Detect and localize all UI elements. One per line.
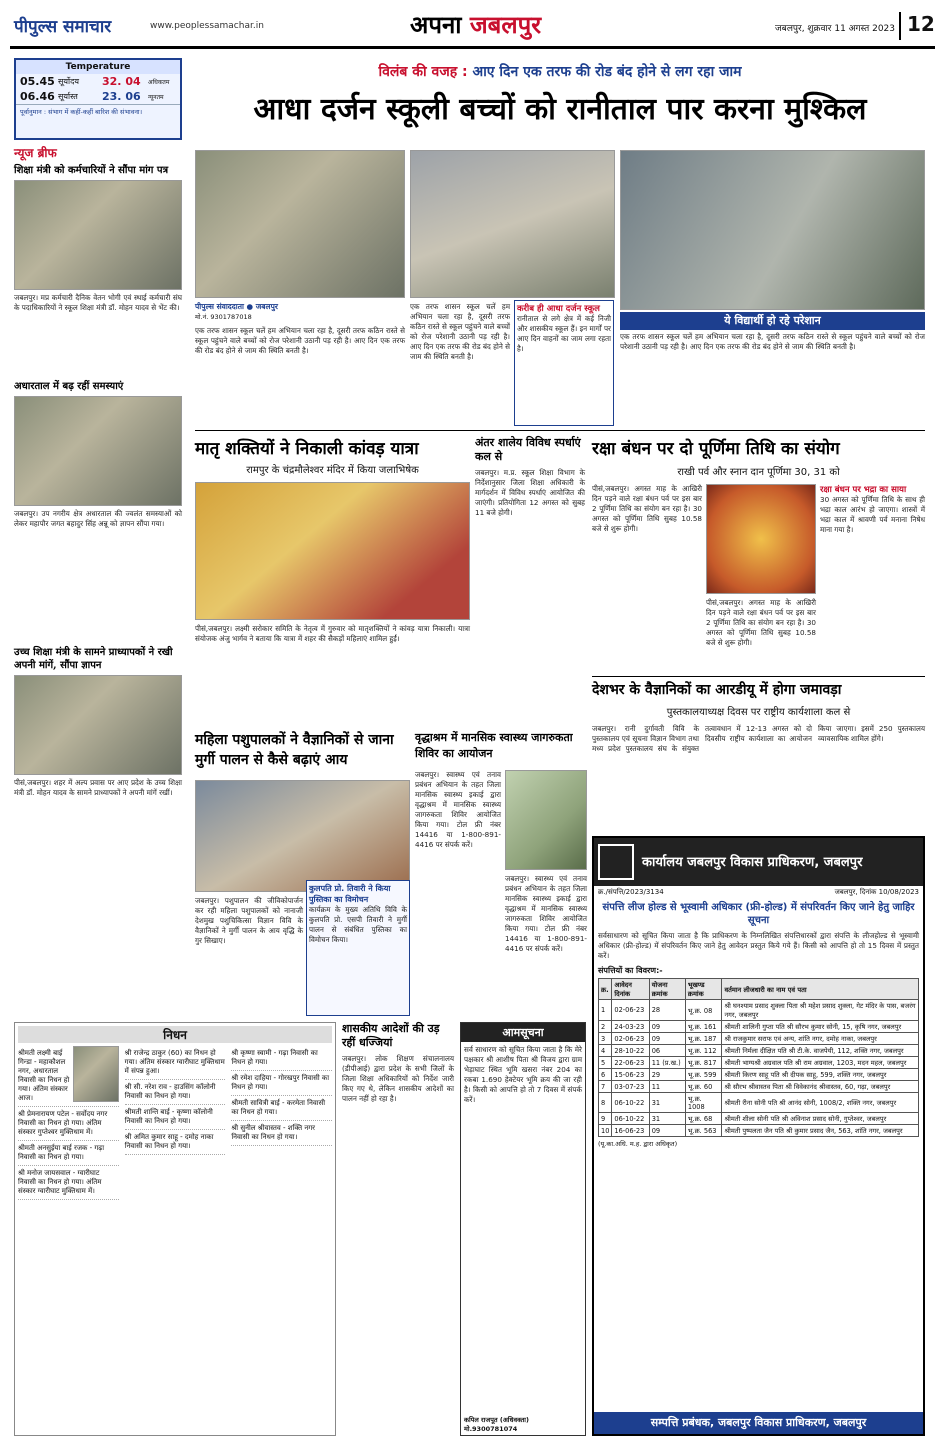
public-notice — [460, 1022, 586, 1436]
scientists-subhead: पुस्तकालयाध्यक्ष दिवस पर राष्ट्रीय कार्यशाला कल से — [666, 707, 851, 718]
jda-table-cell: 02-06-23 — [612, 1000, 649, 1021]
obituary-item: श्रीमती लक्ष्मी बाई गिन्डा - महाकौशल नगर, अधारताल निवासी का निधन हो गया। अंतिम संस्कार आज। — [18, 1046, 119, 1107]
obituary-item: श्री राजेन्द्र ठाकुर (60) का निधन हो गया। अंतिम संस्कार ग्वारीघाट मुक्तिधाम में संपन्न हुआ। — [125, 1046, 226, 1080]
obituary-col-1 — [18, 1046, 119, 1200]
jda-table-row — [599, 1033, 919, 1045]
weather-title: Temperature — [16, 60, 180, 74]
school-comp-body: जबलपुर। म.प्र. स्कूल शिक्षा विभाग के निर्देशानुसार जिला शिक्षा अधिकारी के मार्गदर्शन में विविध स्पर्धाएं आयोजित की जाएंगी। प्रतियोगिता 12 अगस्त को सुबह 11 बजे होगी। — [475, 468, 585, 517]
section-title — [410, 8, 610, 44]
jda-table-cell: भू.क्र. 1008 — [685, 1093, 722, 1113]
brief-item-title: शिक्षा मंत्री को कर्मचारियों ने सौंपा मांग पत्र — [14, 165, 169, 176]
col-header: भूखण्ड क्रमांक — [685, 979, 722, 1000]
poultry-headline: महिला पशुपालकों ने वैज्ञानिकों से जाना मुर्गी पालन से कैसे बढ़ाएं आय — [195, 732, 394, 768]
min-temp: 23. 06 — [102, 90, 141, 103]
date-line: जबलपुर, शुक्रवार 11 अगस्त 2023 — [775, 24, 895, 34]
brief-item-body: जबलपुर। मप्र कर्मचारी दैनिक वेतन भोगी एवं स्थाई कर्मचारी संघ के पदाधिकारियों ने स्कूल शिक्षा मंत्री डॉ. मोहन यादव से भेंट की। — [14, 293, 182, 312]
obituary-col-2 — [125, 1046, 226, 1200]
obituary-item: श्री सुनील श्रीवास्तव - शक्ति नगर निवासी का निधन हो गया। — [231, 1121, 332, 1146]
rakhi-subhead: राखी पर्व और स्नान दान पूर्णिमा 30, 31 को — [677, 467, 840, 478]
jda-table-row — [599, 1021, 919, 1033]
section-title-b: जबलपुर — [469, 10, 542, 39]
jda-table-cell: 06-10-22 — [612, 1113, 649, 1125]
masthead — [0, 0, 945, 52]
poultry-photo — [195, 780, 410, 892]
jda-table-cell: 03-07-23 — [612, 1081, 649, 1093]
jda-table-cell: श्री सौरभ श्रीवास्तव पिता श्री विवेकानंद श्रीवास्तव, 60, गढ़ा, जबलपुर — [722, 1081, 919, 1093]
jda-table — [598, 978, 919, 1137]
scientists-body: जबलपुर। रानी दुर्गावती विवि के पुस्तकालय एवं सूचना विज्ञान विभाग तथा मध्य प्रदेश पुस्तकालय संघ के संयुक्त तत्वावधान में 12-13 अगस्त को दो दिवसीय राष्ट्रीय कार्यशाला का आयोजन किया जाएगा। इसमें 250 पुस्तकालय व्यावसायिक शामिल होंगे। — [592, 724, 925, 753]
page-number: 12 — [899, 12, 931, 40]
kanwar-photo — [195, 482, 470, 620]
jda-table-header — [599, 979, 919, 1000]
brief-item-1 — [14, 164, 182, 374]
jda-table-cell: 09 — [649, 1021, 685, 1033]
lead-sidebar — [514, 300, 614, 426]
jda-table-cell: श्रीमती रीना सोनी पति श्री आनंद सोनी, 1008/2, शक्ति नगर, जबलपुर — [722, 1093, 919, 1113]
jda-table-cell: 7 — [599, 1081, 612, 1093]
jda-table-cell: भू.क्र. 599 — [685, 1069, 722, 1081]
jda-table-cell: भू.क्र. 161 — [685, 1021, 722, 1033]
oldage-body: जबलपुर। स्वास्थ्य एवं तनाव प्रबंधन अभियान के तहत जिला मानसिक स्वास्थ्य इकाई द्वारा वृद्धाश्रम में मानसिक स्वास्थ्य जागरुकता शिविर आयोजित किया गया। टोल फ्री नंबर 14416 या 1-800-891-4416 पर संपर्क करें। — [415, 770, 501, 849]
jda-table-cell: 11 — [649, 1081, 685, 1093]
max-temp: 32. 04 — [102, 75, 141, 88]
kanwar-body: पीसं,जबलपुर। लक्ष्मी सरोकार समिति के नेतृत्व में गुरुवार को मातृशक्तियों ने कांवड़ यात्रा निकाली। यात्रा संयोजक अंजु भार्गव ने बताया कि यात्रा में शहर की सैकड़ों महिलाएं शामिल हुईं। — [195, 624, 470, 643]
jda-table-cell: 29 — [649, 1069, 685, 1081]
jda-table-cell: 11 (प्र.ख.) — [649, 1057, 685, 1069]
govt-order — [342, 1022, 454, 1436]
jda-table-cell: 06-10-22 — [612, 1093, 649, 1113]
obituary-columns — [18, 1046, 332, 1200]
jda-notice-title: संपत्ति लीज होल्ड से भूस्वामी अधिकार (फ्री-होल्ड) में संपरिवर्तन किए जाने हेतु जाहिर सूचना — [602, 902, 915, 926]
obituary-item: श्री कृष्णा स्वामी - गढ़ा निवासी का निधन हो गया। — [231, 1046, 332, 1071]
jda-table-title: संपत्तियों का विवरण:- — [598, 966, 663, 975]
jda-date: जबलपुर, दिनांक 10/08/2023 — [834, 888, 919, 896]
jda-table-cell: 31 — [649, 1113, 685, 1125]
weather-box — [14, 58, 182, 140]
jda-table-row — [599, 1093, 919, 1113]
brief-item-body: पीसं,जबलपुर। शहर में अल्प प्रवास पर आए प्रदेश के उच्च शिक्षा मंत्री डॉ. मोहन यादव के सामने प्राध्यापकों ने अपनी मांगें रखीं। — [14, 778, 182, 797]
lead-kicker — [195, 62, 925, 84]
rakhi-box — [820, 484, 925, 674]
brief-photo-3 — [14, 675, 182, 775]
obituary-item: श्री मनोज जायसवाल - ग्वारीघाट निवासी का निधन हो गया। अंतिम संस्कार ग्वारीघाट मुक्तिधाम में। — [18, 1166, 119, 1200]
jda-logo-icon — [598, 844, 634, 880]
col-header: क्र. — [599, 979, 612, 1000]
jda-table-row — [599, 1045, 919, 1057]
rakhi-body-cont: पीसं,जबलपुर। अगस्त माह के आखिरी दिन पड़ने वाले रक्षा बंधन पर्व पर इस बार 2 पूर्णिमा तिथि का संयोग बन रहा है। 30 अगस्त को पूर्णिमा तिथि सुबह 10.58 बजे से शुरू होगी। — [706, 598, 816, 647]
jda-notice-body: सर्वसाधारण को सूचित किया जाता है कि प्राधिकरण के निम्नलिखित संपत्तिधारकों द्वारा संपत्ति के लीजहोल्ड से भूस्वामी अधिकार (फ्री-होल्ड) में संपरिवर्तन किए जाने हेतु आवेदन प्रस्तुत किये गये हैं। किसी को आपत्ति हो तो 15 दिवस में प्रस्तुत करें। — [598, 931, 919, 960]
jda-table-cell: श्रीमती निर्मला दीक्षित पति श्री टी.के. वाजपेयी, 112, शक्ति नगर, जबलपुर — [722, 1045, 919, 1057]
rakhi-body: पीसं,जबलपुर। अगस्त माह के आखिरी दिन पड़ने वाले रक्षा बंधन पर्व पर इस बार 2 पूर्णिमा तिथि का संयोग बन रहा है। 30 अगस्त को पूर्णिमा तिथि सुबह 10.58 बजे से शुरू होगी। — [592, 484, 702, 533]
kanwar-headline: मातृ शक्तियों ने निकाली कांवड़ यात्रा — [195, 439, 419, 459]
lead-photo-2 — [410, 150, 615, 298]
weather-row — [16, 74, 180, 89]
jda-table-cell: 15-06-23 — [612, 1069, 649, 1081]
jda-table-cell: भू.क्र. 60 — [685, 1081, 722, 1093]
jda-table-cell: भू.क्र. 68 — [685, 1113, 722, 1125]
min-label: न्यूनतम — [148, 93, 164, 101]
kanwar-subhead: रामपुर के चंद्रमौलेश्वर मंदिर में किया जलाभिषेक — [246, 465, 419, 476]
govt-order-body: जबलपुर। लोक शिक्षण संचालनालय (डीपीआई) द्वारा प्रदेश के सभी जिलों के जिला शिक्षा अधिकारियों को निर्देश जारी किए गए थे, लेकिन शासकीय आदेशों का पालन नहीं हो रहा है। — [342, 1054, 454, 1103]
poultry-box-body: कार्यक्रम के मुख्य अतिथि विवि के कुलपति प्रो. एसपी तिवारी ने मुर्गी पालन से संबंधित पुस्तिका का विमोचन किया। — [309, 905, 407, 944]
lead-photo-1 — [195, 150, 405, 298]
lead-body-cont: एक तरफ शासन स्कूल चलें हम अभियान चला रहा है, दूसरी तरफ कठिन रास्ते से स्कूल पहुंचने वाले बच्चों को रोज परेशानी उठानी पड़ रही है। आए दिन एक तरफ की रोड बंद होने से जाम की स्थिति बनती है। — [410, 302, 510, 361]
scientists-headline: देशभर के वैज्ञानिकों का आरडीयू में होगा जमावड़ा — [592, 682, 842, 698]
oldage-photo — [505, 770, 587, 870]
jda-table-cell: 31 — [649, 1093, 685, 1113]
col-header: योजना क्रमांक — [649, 979, 685, 1000]
lead-sidebar-body: रानीताल से लगे क्षेत्र में कई निजी और शासकीय स्कूल हैं। इन मार्गों पर आए दिन वाहनों का जाम लगा रहता है। — [517, 314, 611, 353]
jda-table-row — [599, 1069, 919, 1081]
lead-byline — [195, 302, 405, 324]
jda-table-cell: श्री राजकुमार सराफ एवं अन्य, शांति नगर, दमोह नाका, जबलपुर — [722, 1033, 919, 1045]
jda-table-cell: 8 — [599, 1093, 612, 1113]
obituary-col-3 — [231, 1046, 332, 1200]
jda-table-row — [599, 1113, 919, 1125]
sunrise-label: सूर्योदय — [58, 77, 80, 86]
obituary-portrait — [73, 1046, 119, 1102]
lead-photo-text: एक तरफ शासन स्कूल चलें हम अभियान चला रहा है, दूसरी तरफ कठिन रास्ते से स्कूल पहुंचने वाले बच्चों को रोज परेशानी उठानी पड़ रही है। आए दिन एक तरफ की रोड बंद होने से जाम की स्थिति बनती है। — [620, 332, 925, 351]
rakhi-photo — [706, 484, 816, 594]
obituary-item: श्रीमती शान्ति बाई - कृष्णा कॉलोनी निवासी का निधन हो गया। — [125, 1105, 226, 1130]
jda-signature: (यू.का.अधि. म.ह. द्वारा अधिकृत) — [598, 1140, 678, 1148]
jda-table-cell: 22-06-23 — [612, 1057, 649, 1069]
jda-table-wrap — [594, 978, 923, 1137]
jda-table-cell: 28 — [649, 1000, 685, 1021]
brief-item-title: उच्च शिक्षा मंत्री के सामने प्राध्यापकों ने रखी अपनी मांगें, सौंपा ज्ञापन — [14, 647, 173, 671]
lead-byline-text: पीपुल्स संवाददाता ● जबलपुर — [195, 302, 278, 311]
obituary-item: श्री अमित कुमार साहू - दमोह नाका निवासी का निधन हो गया। — [125, 1130, 226, 1155]
obituary-item: श्रीमती अनसुईया बाई रजक - गढ़ा निवासी का निधन हो गया। — [18, 1141, 119, 1166]
weather-forecast: पूर्वानुमान : संभाग में कहीं-कहीं बारिश की संभावना। — [16, 104, 180, 118]
jda-table-cell: भू.क्र. 187 — [685, 1033, 722, 1045]
divider — [592, 676, 925, 677]
jda-notice — [592, 836, 925, 1436]
obituary — [14, 1022, 336, 1436]
oldage-headline: वृद्धाश्रम में मानसिक स्वास्थ्य जागरुकता शिविर का आयोजन — [415, 731, 573, 760]
news-brief-label: न्यूज ब्रीफ — [14, 146, 57, 160]
jda-table-cell: 4 — [599, 1045, 612, 1057]
col-header: वर्तमान लीजधारी का नाम एवं पता — [722, 979, 919, 1000]
jda-table-cell: 9 — [599, 1113, 612, 1125]
obituary-item: श्रीमती सावित्री बाई - करमेता निवासी का निधन हो गया। — [231, 1096, 332, 1121]
jda-table-cell: श्रीमती शालिनी गुप्ता पति श्री सौरभ कुमार सोनी, 15, कृषि नगर, जबलपुर — [722, 1021, 919, 1033]
jda-table-cell: 24-03-23 — [612, 1021, 649, 1033]
jda-title: कार्यालय जबलपुर विकास प्राधिकरण, जबलपुर — [642, 854, 863, 870]
jda-header — [594, 838, 923, 886]
jda-table-cell: भू.क्र. 817 — [685, 1057, 722, 1069]
rakhi-headline: रक्षा बंधन पर दो पूर्णिमा तिथि का संयोग — [592, 439, 840, 459]
school-comp — [475, 436, 585, 726]
jda-table-cell: श्रीमती किरण साहू पति श्री दीपक साहू, 599, शक्ति नगर, जबलपुर — [722, 1069, 919, 1081]
obituary-item: श्री सी. नरेश राव - हाउसिंग कॉलोनी निवासी का निधन हो गया। — [125, 1080, 226, 1105]
jda-table-cell: 16-06-23 — [612, 1125, 649, 1137]
school-comp-headline: अंतर शालेय विविध स्पर्धाएं कल से — [475, 436, 581, 463]
rakhi-box-title: रक्षा बंधन पर भद्रा का साया — [820, 485, 907, 495]
jda-table-cell: श्रीमती भाग्यश्री अग्रवाल पति श्री राम अग्रवाल, 1203, मदन महल, जबलपुर — [722, 1057, 919, 1069]
jda-table-cell: 09 — [649, 1033, 685, 1045]
paper-logo: पीपुल्स समाचार — [14, 17, 112, 37]
jda-table-cell: 6 — [599, 1069, 612, 1081]
divider — [195, 430, 925, 431]
jda-table-cell: 09 — [649, 1125, 685, 1137]
jda-table-cell: 10 — [599, 1125, 612, 1137]
poultry-box-title: कुलपति प्रो. तिवारी ने किया पुस्तिका का विमोचन — [309, 884, 391, 904]
max-label: अधिकतम — [148, 78, 170, 86]
brief-photo-1 — [14, 180, 182, 290]
lead-photo-3 — [620, 150, 925, 310]
obituary-title: निधन — [18, 1026, 332, 1043]
jda-table-cell: 5 — [599, 1057, 612, 1069]
public-notice-title: आमसूचना — [461, 1023, 585, 1042]
jda-table-cell: 06 — [649, 1045, 685, 1057]
masthead-rule — [10, 46, 935, 49]
jda-table-cell: भू.क्र. 563 — [685, 1125, 722, 1137]
brief-item-3 — [14, 646, 182, 1016]
jda-table-row — [599, 1000, 919, 1021]
jda-table-row — [599, 1057, 919, 1069]
rakhi-box-body: 30 अगस्त को पूर्णिमा तिथि के साथ ही भद्रा काल आरंभ हो जाएगा। शास्त्रों में भद्रा काल में श्रावणी पर्व मनाना निषेध माना गया है। — [820, 495, 925, 534]
sunset-label: सूर्यास्त — [58, 92, 78, 101]
govt-order-headline: शासकीय आदेशों की उड़ रहीं धज्जियां — [342, 1022, 440, 1049]
obituary-item: श्री प्रेमनारायण पटेल - सर्वोदय नगर निवासी का निधन हो गया। अंतिम संस्कार गुप्तेश्वर मुक्तिधाम में। — [18, 1107, 119, 1141]
lead-body: एक तरफ शासन स्कूल चलें हम अभियान चला रहा है, दूसरी तरफ कठिन रास्ते से स्कूल पहुंचने वाले बच्चों को रोज परेशानी उठानी पड़ रही है। आए दिन एक तरफ की रोड बंद होने से जाम की स्थिति बनती है। — [195, 326, 405, 355]
obituary-item: श्री रमेश दाहिया - गोरखपुर निवासी का निधन हो गया। — [231, 1071, 332, 1096]
sunrise-time: 05.45 — [20, 75, 55, 88]
jda-table-cell: श्रीमती पुष्पलता जैन पति श्री कुमार प्रसाद जैन, 563, शांति नगर, जबलपुर — [722, 1125, 919, 1137]
jda-table-row — [599, 1081, 919, 1093]
poultry-body: जबलपुर। पशुपालन की जीविकोपार्जन कर रही महिला पशुपालकों को नानाजी देशमुख पशुचिकित्सा विज्ञान विवि के वैज्ञानिकों ने मुर्गी पालन के आय वृद्धि के गुर सिखाए। — [195, 896, 303, 945]
jda-table-body — [599, 1000, 919, 1137]
lead-kicker-red: विलंब की वजह : — [378, 64, 468, 80]
jda-table-cell: 28-10-22 — [612, 1045, 649, 1057]
public-notice-body: सर्व साधारण को सूचित किया जाता है कि मेरे पक्षकार श्री आशीष पिता श्री विजय द्वारा ग्राम भेड़ाघाट स्थित भूमि खसरा नंबर 204 का रकबा 1.690 हेक्टेयर भूमि क्रय की जा रही है। किसी को आपत्ति हो तो 7 दिवस में संपर्क करें। — [464, 1045, 582, 1104]
jda-table-cell: 3 — [599, 1033, 612, 1045]
oldage-body-cont: जबलपुर। स्वास्थ्य एवं तनाव प्रबंधन अभियान के तहत जिला मानसिक स्वास्थ्य इकाई द्वारा वृद्धाश्रम में मानसिक स्वास्थ्य जागरुकता शिविर आयोजित किया गया। टोल फ्री नंबर 14416 या 1-800-891-4416 पर संपर्क करें। — [505, 874, 587, 953]
brief-item-body: जबलपुर। उप नगरीय क्षेत्र अधारताल की ज्वलंत समस्याओं को लेकर महापौर जगत बहादुर सिंह अन्नू को ज्ञापन सौंपा गया। — [14, 509, 182, 528]
jda-table-cell: भू.क्र. 08 — [685, 1000, 722, 1021]
brief-item-2 — [14, 380, 182, 640]
poultry-box — [306, 880, 410, 1016]
lead-kicker-text: आए दिन एक तरफ की रोड बंद होने से लग रहा जाम — [472, 64, 742, 80]
jda-table-cell: 02-06-23 — [612, 1033, 649, 1045]
lead-sidebar-title: करीब ही आधा दर्जन स्कूल — [517, 304, 600, 314]
brief-photo-2 — [14, 396, 182, 506]
lead-mobile: मो.नं. 9301787018 — [195, 313, 252, 321]
col-header: आवेदन दिनांक — [612, 979, 649, 1000]
lead-headline: आधा दर्जन स्कूली बच्चों को रानीताल पार करना मुश्किल — [253, 92, 867, 127]
jda-table-cell: 1 — [599, 1000, 612, 1021]
brief-item-title: अधारताल में बढ़ रहीं समस्याएं — [14, 381, 124, 392]
jda-refline — [594, 886, 923, 899]
public-notice-footer: कपिल राजपूत (अधिवक्ता) मो.9300781074 — [464, 1416, 529, 1433]
jda-table-cell: 2 — [599, 1021, 612, 1033]
weather-row — [16, 89, 180, 104]
website-link[interactable]: www.peoplessamachar.in — [150, 21, 264, 31]
jda-table-cell: श्रीमती शीला सोनी पति श्री अविनाश प्रसाद सोनी, गुप्तेश्वर, जबलपुर — [722, 1113, 919, 1125]
jda-footer: सम्पत्ति प्रबंधक, जबलपुर विकास प्राधिकरण, जबलपुर — [594, 1412, 923, 1434]
lead-photo-caption: ये विद्यार्थी हो रहे परेशान — [620, 312, 925, 330]
jda-table-row — [599, 1125, 919, 1137]
sunset-time: 06.46 — [20, 90, 55, 103]
jda-table-cell: श्री घनश्याम प्रसाद शुक्ला पिता श्री महेश प्रसाद शुक्ला, गेट मंदिर के पास, बजरंग नगर, जबलपुर — [722, 1000, 919, 1021]
jda-table-cell: भू.क्र. 112 — [685, 1045, 722, 1057]
jda-ref: क्र./संपत्ति/2023/3134 — [598, 888, 664, 896]
section-title-a: अपना — [410, 10, 462, 39]
